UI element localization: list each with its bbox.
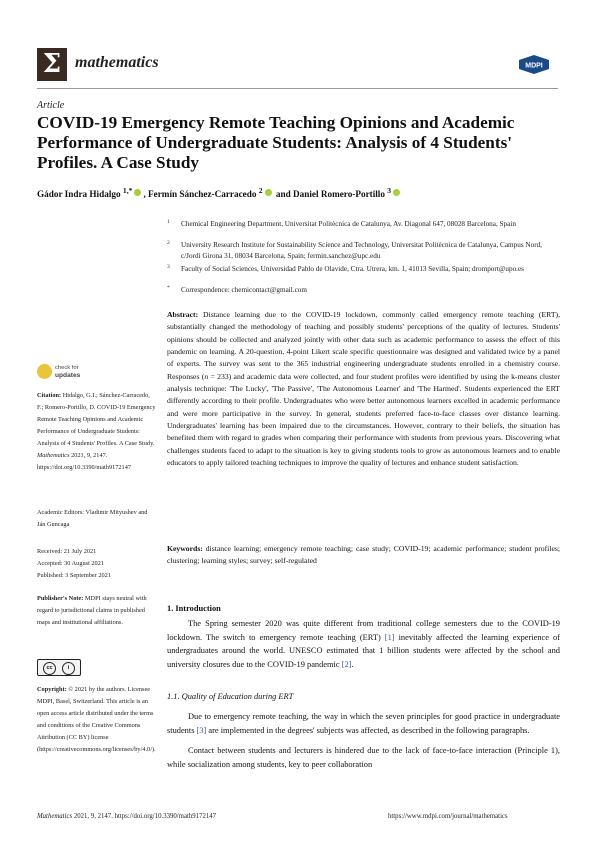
- affiliation-text: Faculty of Social Sciences, Universidad Pablo de Olavide, Ctra. Utrera, km. 1, 41013 Sevilla, Spain; dromport@upo.es: [181, 265, 524, 273]
- footer-citation: [37, 813, 216, 820]
- citation-label: Citation:: [37, 392, 62, 399]
- check-updates-line1: check for: [55, 365, 79, 371]
- affiliation-text: Chemical Engineering Department, Universitat Politècnica de Catalunya, Av. Diagonal 647, 08028 Barcelona, Spain: [181, 220, 516, 228]
- received-date: Received: 21 July 2021: [37, 548, 97, 555]
- author-name[interactable]: Daniel Romero-Portillo: [293, 189, 385, 200]
- author-list: [37, 186, 558, 199]
- author-sup: 3: [387, 186, 392, 195]
- author-name[interactable]: Fermín Sánchez-Carracedo: [148, 189, 257, 200]
- accepted-date: Accepted: 30 August 2021: [37, 560, 104, 567]
- paragraph-contact: Contact between students and lecturers is hindered due to the lack of face-to-face interaction (Principle 1), while socialization among students, key to peer collaboration: [167, 746, 560, 769]
- affiliation-num: 2: [167, 240, 170, 246]
- published-date: Published: 3 September 2021: [37, 572, 111, 579]
- affiliation-1: [167, 219, 562, 230]
- citation: [37, 390, 157, 474]
- citation-doi[interactable]: 2021, 9, 2147. https://doi.org/10.3390/math9172147: [37, 452, 131, 471]
- citation-text: Hidalgo, G.I.; Sánchez-Carracedo, F.; Romero-Portillo, D. COVID-19 Emergency Remote Teaching Opinions and Academic Performance of Undergraduate Students: Analysis of 4 Students' Profiles. A Case Study.: [37, 392, 156, 447]
- citation-link[interactable]: [3]: [196, 725, 207, 735]
- academic-editors: Academic Editors: Vladimir Mityushev and Ján Guncaga: [37, 509, 148, 528]
- check-updates-icon: [37, 364, 52, 379]
- citation-link[interactable]: [1]: [384, 632, 395, 642]
- affiliation-num: 3: [167, 264, 170, 270]
- keywords: [167, 543, 560, 568]
- paragraph-text: Due to emergency remote teaching, the way in which the seven principles for good practice in undergraduate students: [167, 712, 560, 735]
- cc-icon: cc: [43, 662, 56, 675]
- footer-journal: Mathematics: [37, 813, 73, 820]
- author-separator: and: [273, 189, 294, 200]
- abstract-n: n: [204, 371, 209, 381]
- author-name[interactable]: Gádor Indra Hidalgo: [37, 189, 121, 200]
- abstract-text-2: = 233) and academic data were collected, and four student profiles were identified by using the k-means cluster analysis technique: 'The Lucky', 'The Passive', 'The Autonomous Learner' and 'The Harmed'. Students experienced the ERT differently according to their profile. Undergraduates who were better autonomous learners excelled in academic performance and were more participative in the survey. In general, students preferred face-to-face classes over distance learning. Undergraduates' learning has been impaired due to the circumstances. However, contrary to their beliefs, the situation has benefited them with regard to grades when comparing their performance with students from previous years. Discovering what challenges students faced to adapt to the situation is key to giving students tools to grow as autonomous learners and to enable educators to apply tailored teaching techniques to improve the quality of lectures and enhance student satisfaction.: [167, 371, 560, 468]
- article-type: Article: [37, 100, 65, 111]
- mdpi-logo-text: MDPI: [525, 62, 543, 70]
- affiliation-num: 1: [167, 219, 170, 225]
- by-icon: i: [62, 662, 75, 675]
- citation-journal: Mathematics: [37, 452, 70, 459]
- publisher-note-label: Publisher's Note:: [37, 595, 84, 602]
- footer-journal-url[interactable]: https://www.mdpi.com/journal/mathematics: [388, 813, 508, 820]
- paragraph-text: The Spring semester 2020 was quite different from traditional college semesters due to the COVID-19 lockdown. The switch to emergency remote teaching (ERT): [167, 619, 560, 642]
- author-sup: 2: [258, 186, 263, 195]
- paragraph-text: inevitably affected the learning experience of undergraduates around the world. UNESCO estimated that 1 billion students were affected by the school and university closures due to the COVID-19 pandemic: [167, 632, 560, 669]
- paragraph-intro: [167, 617, 560, 671]
- keywords-text: distance learning; emergency remote teaching; case study; COVID-19; academic performance; student profiles; clustering; learning styles; survey; self-regulated: [167, 544, 560, 566]
- subsection-heading: 1.1. Quality of Education during ERT: [167, 692, 294, 701]
- author-sup: 1,*: [122, 186, 133, 195]
- publisher-note-text: MDPI stays neutral with regard to jurisdictional claims in published maps and institutional affiliations.: [37, 595, 147, 626]
- affiliation-2: [167, 240, 562, 261]
- section-heading-introduction: 1. Introduction: [167, 604, 221, 613]
- abstract-label: Abstract:: [167, 310, 199, 319]
- affiliation-3: [167, 264, 562, 275]
- author-separator: ,: [143, 189, 149, 200]
- mdpi-logo: [515, 54, 553, 74]
- copyright-label: Copyright:: [37, 686, 67, 693]
- abstract: [167, 309, 560, 469]
- citation-link[interactable]: [2]: [341, 659, 352, 669]
- affiliation-num: *: [167, 285, 170, 291]
- orcid-icon[interactable]: [134, 189, 141, 196]
- paragraph-text: .: [351, 659, 354, 669]
- paragraph-quality: [167, 710, 560, 737]
- article-title: COVID-19 Emergency Remote Teaching Opinions and Academic Performance of Undergraduate Students: Analysis of 4 Students' Profiles. A Case Study: [37, 113, 515, 172]
- journal-logo: Σ: [37, 48, 67, 81]
- keywords-label: Keywords:: [167, 544, 203, 553]
- orcid-icon[interactable]: [265, 189, 272, 196]
- abstract-text-1: Distance learning due to the COVID-19 lockdown, commonly called emergency remote teaching (ERT), substantially changed the methodology of teaching and possibly students' perceptions of the quality of lectures. Students' opinions should be collected and analyzed jointly with other data such as academic performance to assess the effect of this pandemic on learning. A 20-question, 4-point Likert scale specific questionnaire was designed and validated twice by a panel of experts. The survey was sent to the 365 industrial engineering undergraduate students enrolled in a chemistry course. Responses (: [167, 310, 560, 381]
- orcid-icon[interactable]: [393, 189, 400, 196]
- copyright: [37, 684, 157, 756]
- copyright-text: © 2021 by the authors. Licensee MDPI, Basel, Switzerland. This article is an open access article distributed under the terms and conditions of the Creative Commons Attribution (CC BY) license (https://creativecommons.org/licenses/by/4.0/).: [37, 686, 156, 753]
- publisher-note: [37, 593, 157, 629]
- correspondence: [167, 285, 562, 296]
- cc-by-license-badge[interactable]: [37, 659, 81, 676]
- paragraph-text: are implemented in the degrees' subjects was affected, as described in the following paragraphs.: [206, 725, 530, 735]
- affiliation-text: University Research Institute for Sustainability Science and Technology, Universitat Politècnica de Catalunya, Campus Nord, c/Jordi Girona 31, 08034 Barcelona, Spain; fermin.sanchez@upc.edu: [181, 241, 542, 260]
- footer-doi[interactable]: 2021, 9, 2147. https://doi.org/10.3390/math9172147: [72, 813, 217, 820]
- header-rule: [37, 88, 558, 89]
- affiliation-text: Correspondence: chemicontact@gmail.com: [181, 286, 307, 294]
- journal-name: mathematics: [75, 54, 159, 71]
- check-updates-line2: updates: [55, 372, 81, 379]
